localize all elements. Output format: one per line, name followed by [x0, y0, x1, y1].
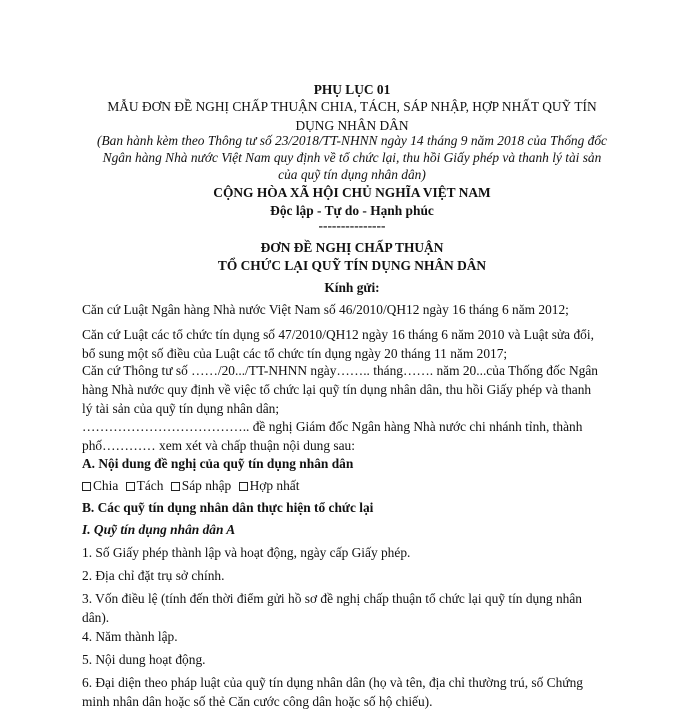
checkbox-chia[interactable]	[82, 482, 91, 491]
item-3-line2: dân).	[82, 610, 110, 625]
option-hop-nhat[interactable]	[239, 478, 300, 493]
option-chia[interactable]	[82, 478, 118, 493]
appendix-title-line1: MẪU ĐƠN ĐỀ NGHỊ CHẤP THUẬN CHIA, TÁCH, SÁP NHẬP, HỢP NHẤT QUỸ TÍN	[107, 99, 597, 114]
appendix-note-line3: của quỹ tín dụng nhân dân)	[278, 167, 426, 182]
section-b-subheading: I. Quỹ tín dụng nhân dân A	[82, 522, 236, 537]
header-separator: ---------------	[318, 218, 386, 233]
option-tach[interactable]	[126, 478, 164, 493]
appendix-note	[72, 132, 632, 183]
item-3-line1: 3. Vốn điều lệ (tính đến thời điểm gửi hồ sơ đề nghị chấp thuận tổ chức lại quỹ tín dụng nhân	[82, 591, 582, 606]
basis-p3-line2: hàng Nhà nước quy định về việc tổ chức lại quỹ tín dụng nhân dân, thu hồi Giấy phép và thanh	[82, 382, 592, 397]
appendix-title-line2: DỤNG NHÂN DÂN	[295, 118, 409, 133]
appendix-note-line2: Ngân hàng Nhà nước Việt Nam quy định về tổ chức lại, thu hồi Giấy phép và thanh lý tài sản	[102, 150, 602, 165]
item-6	[82, 673, 622, 711]
item-5: 5. Nội dung hoạt động.	[82, 652, 206, 667]
form-title-line2: TỔ CHỨC LẠI QUỸ TÍN DỤNG NHÂN DÂN	[217, 258, 487, 273]
appendix-label: PHỤ LỤC 01	[313, 82, 391, 97]
basis-p2-line1: Căn cứ Luật các tổ chức tín dụng số 47/2010/QH12 ngày 16 tháng 6 năm 2010 và Luật sửa đổi,	[82, 327, 594, 342]
basis-p4-line2: phố………… xem xét và chấp thuận nội dung sau:	[82, 438, 355, 453]
basis-p2-line2: bổ sung một số điều của Luật các tổ chức tín dụng ngày 20 tháng 11 năm 2017;	[82, 346, 508, 361]
checkbox-sap-nhap[interactable]	[171, 482, 180, 491]
checkbox-tach[interactable]	[126, 482, 135, 491]
option-hop-nhat-label: Hợp nhất	[249, 478, 300, 493]
section-a-heading: A. Nội dung đề nghị của quỹ tín dụng nhân dân	[82, 456, 354, 471]
national-title: CỘNG HÒA XÃ HỘI CHỦ NGHĨA VIỆT NAM	[213, 185, 491, 200]
item-6-line2: minh nhân dân hoặc số thẻ Căn cước công dân hoặc số hộ chiếu).	[82, 694, 433, 709]
appendix-title	[72, 97, 632, 135]
item-3	[82, 589, 622, 627]
item-1: 1. Số Giấy phép thành lập và hoạt động, ngày cấp Giấy phép.	[82, 545, 411, 560]
basis-paragraph-1	[82, 300, 622, 319]
basis-p3-line1: Căn cứ Thông tư số ……/20.../TT-NHNN ngày…….. tháng……. năm 20...của Thống đốc Ngân	[82, 363, 598, 378]
item-2: 2. Địa chỉ đặt trụ sở chính.	[82, 568, 225, 583]
section-b-heading: B. Các quỹ tín dụng nhân dân thực hiện tổ chức lại	[82, 500, 374, 515]
checkbox-hop-nhat[interactable]	[239, 482, 248, 491]
form-title-line1: ĐƠN ĐỀ NGHỊ CHẤP THUẬN	[260, 240, 444, 255]
basis-p3-line3: lý tài sản của quỹ tín dụng nhân dân;	[82, 401, 280, 416]
basis-p1-text: Căn cứ Luật Ngân hàng Nhà nước Việt Nam số 46/2010/QH12 ngày 16 tháng 6 năm 2012;	[82, 302, 569, 317]
recipient-label: Kính gửi:	[324, 280, 380, 295]
basis-paragraph-4	[82, 417, 622, 455]
item-4: 4. Năm thành lập.	[82, 629, 178, 644]
option-sap-nhap-label: Sáp nhập	[181, 478, 232, 493]
option-sap-nhap[interactable]	[171, 478, 231, 493]
option-chia-label: Chia	[93, 478, 119, 493]
basis-p4-line1: ……………………………….. đề nghị Giám đốc Ngân hàng Nhà nước chi nhánh tỉnh, thành	[82, 419, 583, 434]
item-6-line1: 6. Đại diện theo pháp luật của quỹ tín dụng nhân dân (họ và tên, địa chỉ thường trú, số Chứng	[82, 675, 583, 690]
basis-paragraph-2	[82, 325, 622, 363]
appendix-note-line1: (Ban hành kèm theo Thông tư số 23/2018/TT-NHNN ngày 14 tháng 9 năm 2018 của Thống đốc	[97, 133, 607, 148]
basis-paragraph-3	[82, 361, 622, 418]
section-a-options	[82, 476, 622, 495]
option-tach-label: Tách	[136, 478, 164, 493]
national-motto: Độc lập - Tự do - Hạnh phúc	[270, 203, 434, 218]
